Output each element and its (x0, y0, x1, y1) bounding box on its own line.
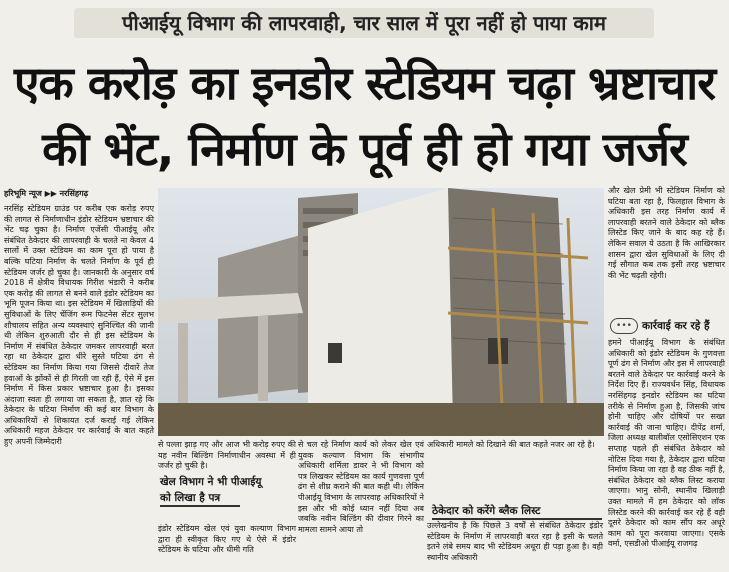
sidebar-heading-text: कार्रवाई कर रहे हैं (642, 320, 710, 332)
kicker: पीआईयू विभाग की लापरवाही, चार साल में पूरा नहीं हो पाया काम (74, 8, 654, 38)
headline-line-1: एक करोड़ का इनडोर स्टेडियम चढ़ा भ्रष्टाचार (13, 56, 716, 110)
byline: हरिभूमि न्यूज ▶▶ नरसिंहगढ़ (4, 189, 89, 198)
speech-bubble-icon: ••• (610, 318, 638, 334)
article-column-4b: उल्लेखनीय है कि पिछले 3 वर्षों से संबंधित ठेकेदार इंडोर स्टेडियम के निर्माण में लापरवाही बरत रहा है इसी के चलते इतने लंबे समय बाद भी स्टेडियम अधूरा ही पड़ा हुआ है। वही स्थानीय अधिकारी (427, 521, 603, 562)
sidebar-heading (610, 318, 722, 334)
subhead-sports-dept: खेल विभाग ने भी पीआईयू (160, 476, 262, 488)
building-photo-graphic (158, 188, 604, 436)
building-photo (158, 188, 604, 436)
subhead-blacklist: ठेकेदार को करेंगे ब्लैक लिस्ट (432, 504, 602, 520)
sidebar-quotes: हमने पीआईयू विभाग के संबंधित अधिकारी को इंडोर स्टेडियम के गुणवत्ता पूर्ण ढंग से निर्माण और इस में लापरवाही बरतने वाले ठेकेदार पर कार्रवाई करने के निर्देश दिए हैं। राज्यवर्धन सिंह, विधायक नरसिंहगढ़ इनडोर स्टेडियम का घटिया तरीके से निर्माण हुआ है, जिसकी जांच होनी चाहिए और दोषियों पर सख्त कार्रवाई की जाना चाहिए। दीपेंद्र शर्मा, जिला अध्यक्ष बालीबॉल एसोसिएशन एक सप्ताह पहले ही संबंधित ठेकेदार को नोटिस दिया गया है, ठेकेदार द्वारा घटिया निर्माण किया जा रहा है वह ठीक नहीं है, संबंधित ठेकेदार को ब्लैक लिस्ट कराया जाएगा। भानु सोनी, स्थानीय खिलाड़ी उक्त मामले में हम ठेकेदार को लॉक लिस्टेड करने की कार्रवाई कर रहे हैं वही दूसरे ठेकेदार को काम सौंप कर अधूरे काम को पूरा करवाया जाएगा। एसके वर्मा, एसडीओ पीआईयू राजगढ़ (608, 338, 725, 549)
article-column-5: और खेल प्रेमी भी स्टेडियम निर्माण को घटिया बता रहा है, फिलहाल विभाग के अधिकारी इस तरह निर्माण कार्य में लापरवाही बरतने वाले ठेकेदार को ब्लैक लिस्टेड किए जाने के बाद कह रहे हैं। लेकिन सवाल ये उठता है कि आखिरकार शासन द्वारा खेल सुविधाओं के लिए दी गई सौगात कब तक इसी तरह भ्रष्टाचार की भेंट चढ़ती रहेगी। (608, 186, 725, 280)
headline-line-2: की भेंट, निर्माण के पूर्व ही हो गया जर्जर (42, 122, 687, 176)
article-column-4a: अधिकारी मामले को दिखाने की बात कहते नजर आ रहे है। (427, 440, 595, 449)
article-column-2a: से पल्ला झाड़ गए और आज भी करोड़ रुपए की यह नवीन बिल्डिंग निर्माणाधीन अवस्था में ही जर्जर हो चुकी है। (158, 440, 296, 471)
article-column-3: से चल रहे निर्माण कार्य को लेकर खेल एवं युवक कल्याण विभाग कि संभागीय अधिकारी शर्मिला डावर ने भी विभाग को पत्र लिखकर स्टेडियम का कार्य गुणवत्ता पूर्ण ढंग से शीघ्र कराने की बात कही थी। लेकिन पीआईयू विभाग के लापरवाह अधिकारियों ने इस और भी कोई ध्यान नहीं दिया अब जबकि नवीन बिल्डिंग की दीवार गिरने का मामला सामने आया तो (298, 440, 424, 534)
subhead-sports-dept-2: को लिखा है पत्र (160, 491, 240, 507)
article-column-2b: इंडोर स्टेडियम खेल एवं युवा कल्याण विभाग द्वारा ही स्वीकृत किए गए थे ऐसे में इंडोर स्टेडियम के घटिया और धीमी गति (158, 524, 296, 555)
article-column-1: नरसिंह स्टेडियम ग्राउंड पर करीब एक करोड़ रुपए की लागत से निर्माणाधीन इंडोर स्टेडियम भ्रष्टाचार की भेंट चढ़ चुका है। निर्माण एजेंसी पीआईयू और संबंधित ठेकेदार की लापरवाही के चलते ना केवल 4 सालों में उक्त स्टेडियम का काम पूरा हो पाया है बल्कि घटिया निर्माण के चलते निर्माण के पूर्व ही स्टेडियम जर्जर हो चुका है। जानकारी के अनुसार वर्ष 2018 में क्षेत्रीय विधायक गिरीश भंडारी ने करीब एक करोड़ की लागत से बनने वाले इंडोर स्टेडियम का भूमि पूजन किया था। इस स्टेडियम में खिलाड़ियों की सुविधाओं के लिए चेंजिंग रूम फिटनेस सेंटर सुलभ शौचालय सहित अन्य व्यवस्थाएं सुनिश्चित की जानी थी लेकिन शुरुआती दौर से ही इस स्टेडियम के निर्माण में संबंधित ठेकेदार जमकर लापरवाही बरत रहा था ठेकेदार द्वारा धीरे सुस्ते घटिया ढंग से स्टेडियम का निर्माण किया गया जिससे दीवारें तेज हवाओं के झोंकों से ही गिरती जा रही हैं, ऐसे में इस निर्माण में किस प्रकार भ्रष्टाचार हुआ है। इसका अंदाजा स्वतः ही लगाया जा सकता है, ज्ञात रहे कि ठेकेदार के घटिया निर्माण की कई बार विभाग के अधिकारियों से शिकायत दर्ज कराई गई लेकिन अधिकारी महज ठेकेदार पर कार्रवाई के बात कहते हुए अपनी जिम्मेदारी (4, 204, 154, 447)
